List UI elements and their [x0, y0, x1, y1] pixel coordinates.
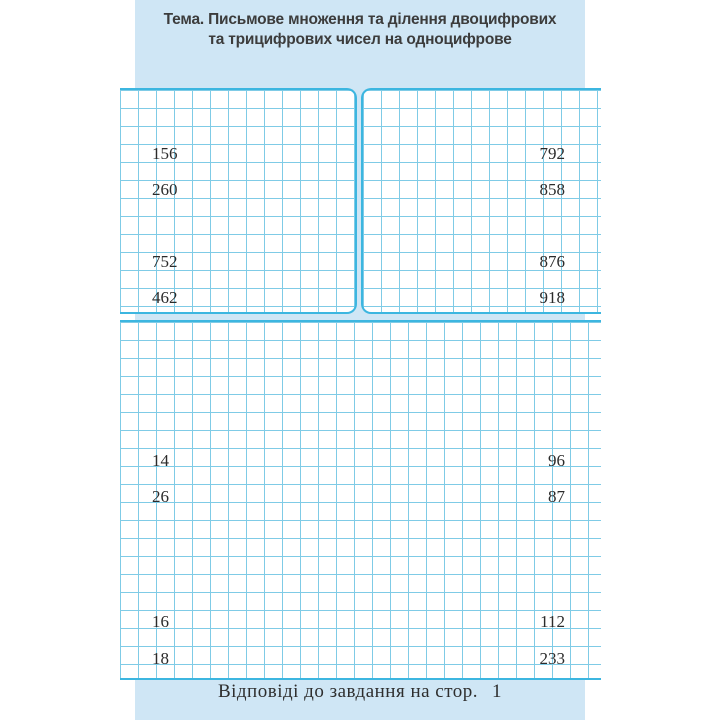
number-top-left-3: 752	[152, 252, 178, 271]
answers-footer-text: Відповіді до завдання на стор.	[217, 681, 479, 702]
answers-footer	[135, 681, 585, 703]
grid-panel-top-left	[120, 88, 357, 314]
number-top-left-4: 462	[152, 288, 178, 307]
number-top-left-1: 156	[152, 144, 178, 163]
number-bottom-right-2: 87	[548, 487, 565, 506]
number-top-right-4: 918	[539, 288, 565, 307]
number-bottom-left-4: 18	[152, 649, 169, 668]
number-top-left-2: 260	[152, 180, 178, 199]
grid-panel-top-right	[361, 88, 601, 314]
number-bottom-left-3: 16	[152, 612, 169, 631]
number-bottom-left-1: 14	[152, 451, 169, 470]
grid-panel-bottom	[120, 320, 601, 680]
topic-heading-line-2: та трицифрових чисел на одноцифрове	[208, 31, 512, 48]
number-bottom-right-4: 233	[539, 649, 565, 668]
answers-page-number: 1	[492, 681, 503, 702]
number-top-right-3: 876	[539, 252, 565, 271]
number-top-right-1: 792	[539, 144, 565, 163]
number-top-right-2: 858	[539, 180, 565, 199]
number-bottom-right-3: 112	[540, 612, 565, 631]
number-bottom-left-2: 26	[152, 487, 169, 506]
topic-heading-line-1: Тема. Письмове множення та ділення двоцифрових	[163, 11, 557, 28]
topic-heading	[135, 10, 585, 50]
number-bottom-right-1: 96	[548, 451, 565, 470]
